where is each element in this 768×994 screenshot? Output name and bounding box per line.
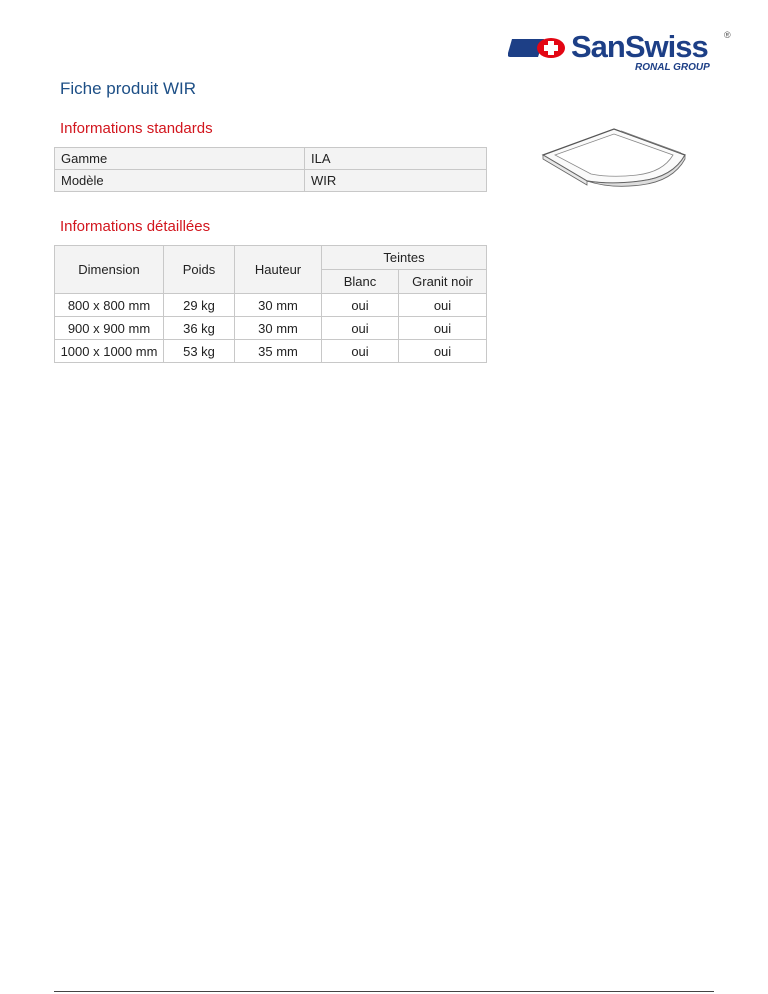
cell-dimension: 800 x 800 mm: [55, 294, 164, 317]
cell-dimension: 900 x 900 mm: [55, 317, 164, 340]
cell-poids: 36 kg: [164, 317, 235, 340]
header-granit-noir: Granit noir: [399, 270, 487, 294]
row-value: ILA: [305, 148, 487, 170]
header-hauteur: Hauteur: [235, 246, 322, 294]
row-value: WIR: [305, 170, 487, 192]
cell-granit-noir: oui: [399, 340, 487, 363]
cell-dimension: 1000 x 1000 mm: [55, 340, 164, 363]
row-label: Modèle: [55, 170, 305, 192]
product-image-shower-tray: [541, 117, 691, 195]
cell-hauteur: 30 mm: [235, 294, 322, 317]
header-teintes: Teintes: [322, 246, 487, 270]
brand-name: SanSwiss: [571, 29, 708, 64]
brand-group: RONAL GROUP: [635, 62, 710, 73]
footer-divider: [54, 991, 714, 992]
table-row: [55, 317, 487, 340]
header-dimension: Dimension: [55, 246, 164, 294]
cell-poids: 29 kg: [164, 294, 235, 317]
cell-poids: 53 kg: [164, 340, 235, 363]
table-row: [55, 340, 487, 363]
cell-granit-noir: oui: [399, 294, 487, 317]
sanswiss-logo: [508, 30, 734, 76]
cell-blanc: oui: [322, 294, 399, 317]
table-row: [55, 148, 487, 170]
detailed-info-heading: Informations détaillées: [60, 218, 211, 235]
table-row: [55, 170, 487, 192]
cell-hauteur: 30 mm: [235, 317, 322, 340]
row-label: Gamme: [55, 148, 305, 170]
registered-mark: ®: [724, 30, 731, 40]
page-title: Fiche produit WIR: [60, 79, 197, 98]
cell-granit-noir: oui: [399, 317, 487, 340]
cell-blanc: oui: [322, 340, 399, 363]
standard-info-heading: Informations standards: [60, 120, 213, 137]
brand-swiss-cross-icon: [508, 35, 570, 61]
header-blanc: Blanc: [322, 270, 399, 294]
cell-blanc: oui: [322, 317, 399, 340]
standard-info-table: [54, 147, 487, 192]
table-row: [55, 294, 487, 317]
cell-hauteur: 35 mm: [235, 340, 322, 363]
header-poids: Poids: [164, 246, 235, 294]
detailed-info-table: [54, 245, 487, 363]
